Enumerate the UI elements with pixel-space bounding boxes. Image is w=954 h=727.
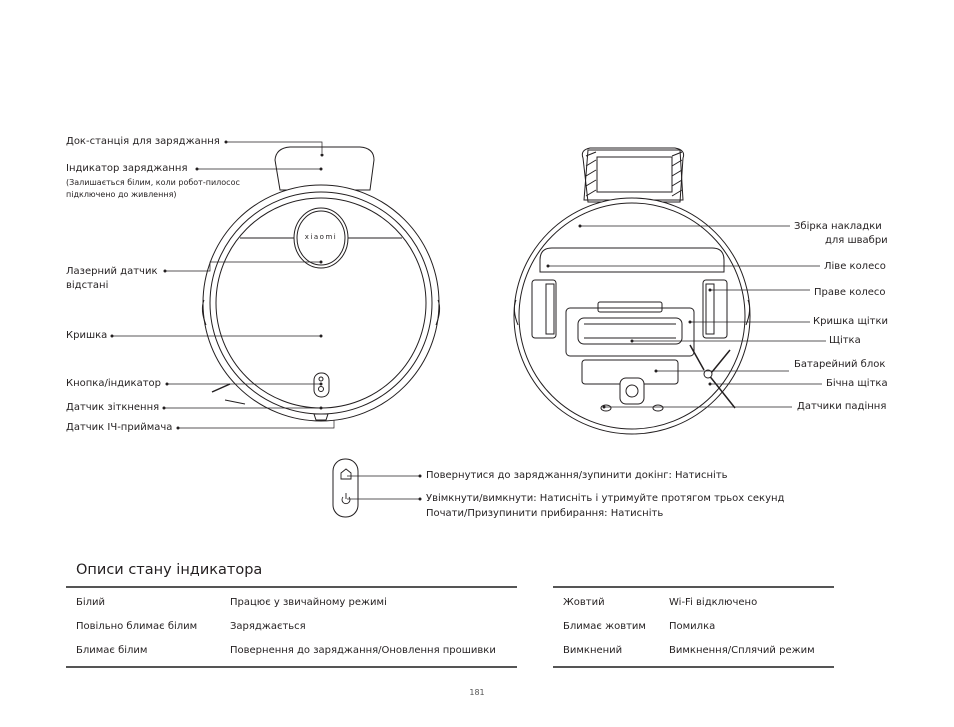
state-cell: Білий — [76, 597, 106, 608]
label-left-wheel: Ліве колесо — [824, 261, 886, 272]
indicator-table-right — [553, 586, 834, 668]
label-dock: Док-станція для заряджання — [66, 136, 220, 147]
label-brush-cover: Кришка щітки — [813, 316, 889, 327]
bottom-view-robot — [514, 148, 750, 434]
label-charge-indicator-note-2: підключено до живлення) — [66, 190, 177, 199]
table-row — [66, 591, 517, 615]
meaning-cell: Повернення до заряджання/Оновлення прошивки — [230, 645, 496, 656]
state-cell: Вимкнений — [563, 645, 623, 656]
label-right-wheel: Праве колесо — [814, 287, 886, 298]
page-number: 181 — [469, 688, 485, 697]
dock-outline — [275, 147, 374, 190]
brand-logo: xiaomi — [304, 233, 338, 241]
section-title: Описи стану індикатора — [76, 562, 263, 578]
table-row — [553, 639, 834, 663]
state-cell: Жовтий — [563, 597, 605, 608]
state-cell: Блимає білим — [76, 645, 148, 656]
brush-cover-shape — [566, 308, 694, 356]
label-laser-sensor-1: Лазерний датчик — [66, 266, 158, 277]
label-ir-receiver: Датчик ІЧ-приймача — [66, 422, 173, 433]
table-row — [553, 591, 834, 615]
caster-wheel — [620, 378, 644, 404]
label-side-brush: Бічна щітка — [826, 378, 888, 389]
label-brush: Щітка — [829, 335, 861, 346]
label-collision-sensor: Датчик зіткнення — [66, 402, 160, 413]
label-battery: Батарейний блок — [794, 359, 886, 370]
label-laser-sensor-2: відстані — [66, 280, 109, 291]
table-bottom-rule — [66, 666, 517, 668]
legend-home: Повернутися до заряджання/зупинити докінг: Натисніть — [426, 470, 728, 481]
label-mop-assembly-1: Збірка накладки — [794, 221, 882, 232]
label-charge-indicator-note-1: (Залишається білим, коли робот-пилосос — [66, 178, 240, 187]
indicator-table-left — [66, 586, 517, 668]
state-cell: Блимає жовтим — [563, 621, 646, 632]
left-wheel — [532, 280, 556, 338]
table-top-rule — [553, 586, 834, 588]
table-row — [66, 639, 517, 663]
legend-power: Увімкнути/вимкнути: Натисніть і утримуйте протягом трьох секунд — [426, 493, 785, 504]
meaning-cell: Помилка — [669, 621, 716, 632]
meaning-cell: Заряджається — [230, 621, 306, 632]
meaning-cell: Wi-Fi відключено — [669, 597, 758, 608]
label-mop-assembly-2: для швабри — [825, 235, 888, 246]
right-wheel — [703, 280, 727, 338]
table-top-rule — [66, 586, 517, 588]
label-button-indicator: Кнопка/індикатор — [66, 378, 162, 389]
table-bottom-rule — [553, 666, 834, 668]
table-row — [553, 615, 834, 639]
label-charge-indicator: Індикатор заряджання — [66, 163, 188, 174]
meaning-cell: Працює у звичайному режимі — [230, 597, 387, 608]
meaning-cell: Вимкнення/Сплячий режим — [669, 645, 815, 656]
legend-start-pause: Почати/Призупинити прибирання: Натисніть — [426, 508, 664, 519]
table-row — [66, 615, 517, 639]
button-pill — [333, 459, 358, 517]
label-cliff-sensors: Датчики падіння — [797, 401, 887, 412]
label-cover: Кришка — [66, 330, 108, 341]
state-cell: Повільно блимає білим — [76, 621, 198, 632]
